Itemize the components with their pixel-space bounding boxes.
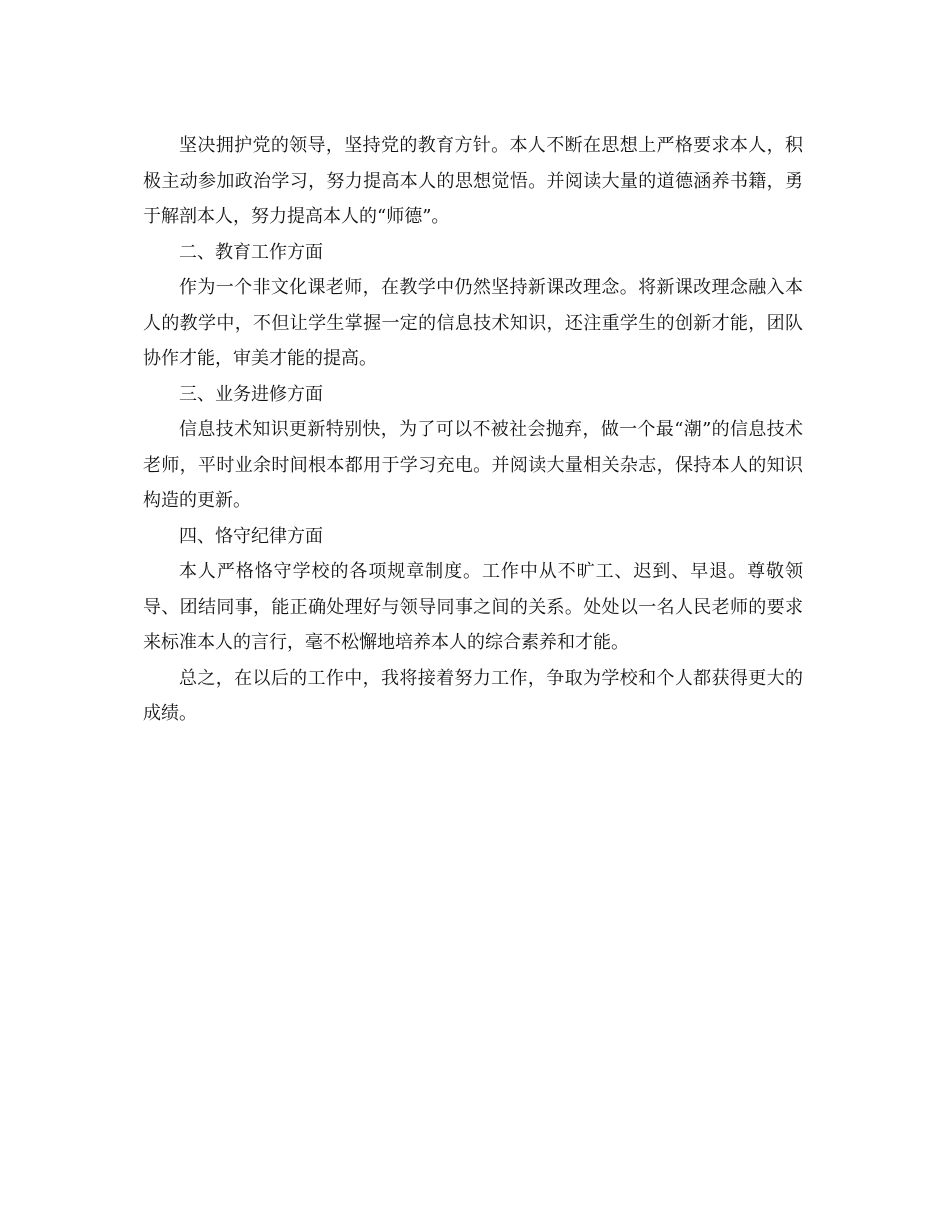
paragraph-party-leadership: 坚决拥护党的领导，坚持党的教育方针。本人不断在思想上严格要求本人，积极主动参加政治学习，努力提高本人的思想觉悟。并阅读大量的道德涵养书籍，勇于解剖本人，努力提高本人的“师德”。 (143, 135, 803, 227)
paragraph-conclusion: 总之，在以后的工作中，我将接着努力工作，争取为学校和个人都获得更大的成绩。 (143, 667, 803, 724)
section-heading-discipline: 四、恪守纪律方面 (179, 525, 323, 547)
section-heading-professional-study: 三、业务进修方面 (179, 383, 323, 405)
section-heading-teaching: 二、教育工作方面 (179, 241, 323, 263)
paragraph-discipline: 本人严格恪守学校的各项规章制度。工作中从不旷工、迟到、早退。尊敬领导、团结同事，能正确处理好与领导同事之间的关系。处处以一名人民老师的要求来标准本人的言行，毫不松懈地培养本人的综合素养和才能。 (143, 561, 803, 653)
paragraph-professional-study: 信息技术知识更新特别快，为了可以不被社会抛弃，做一个最“潮”的信息技术老师，平时业余时间根本都用于学习充电。并阅读大量相关杂志，保持本人的知识构造的更新。 (143, 419, 803, 511)
paragraph-teaching: 作为一个非文化课老师，在教学中仍然坚持新课改理念。将新课改理念融入本人的教学中，不但让学生掌握一定的信息技术知识，还注重学生的创新才能，团队协作才能，审美才能的提高。 (143, 277, 803, 369)
document-body (143, 128, 803, 732)
